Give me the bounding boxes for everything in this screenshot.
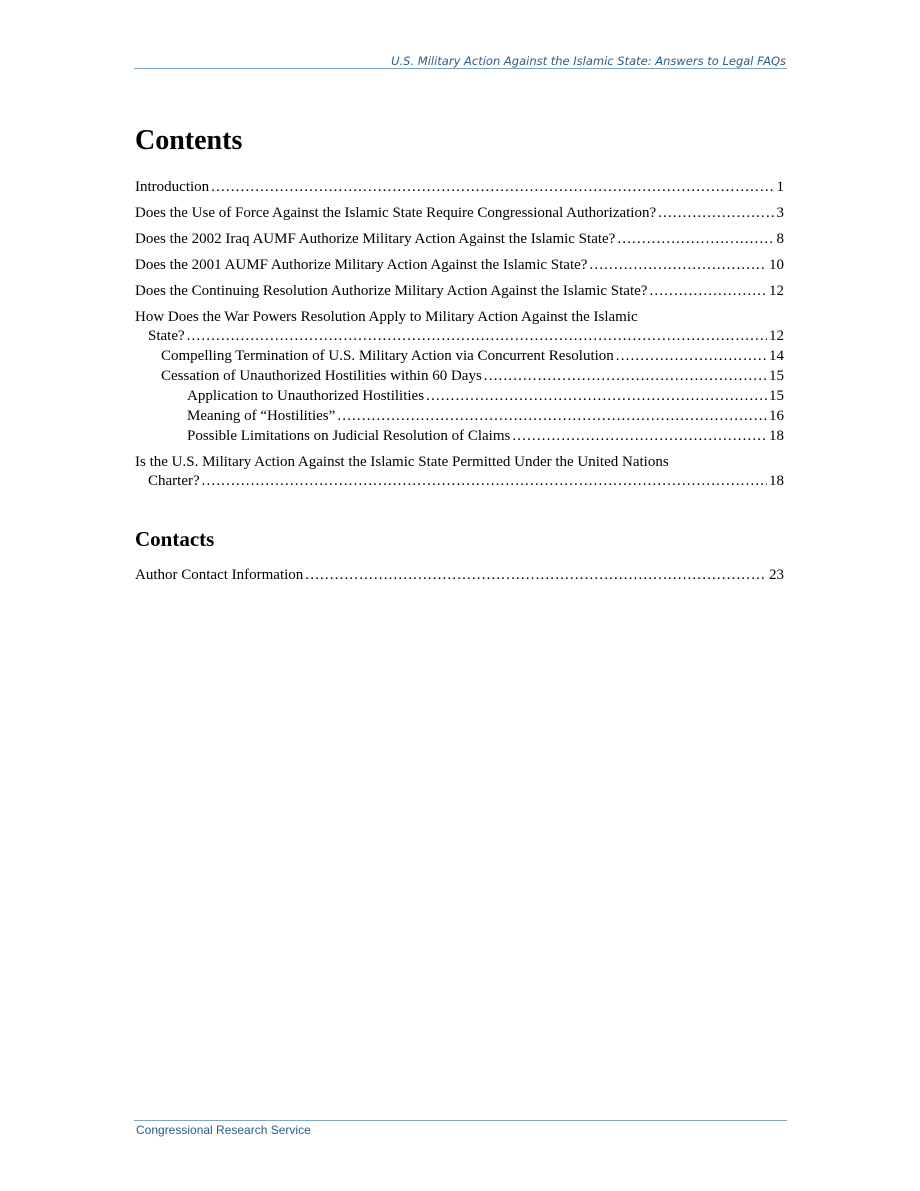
toc-entry-concurrent-resolution[interactable]	[135, 347, 784, 366]
toc-entry-congressional-authorization[interactable]	[135, 204, 784, 223]
footer-text: Congressional Research Service	[136, 1123, 311, 1137]
toc-entry-continuing-resolution[interactable]	[135, 282, 784, 301]
footer-rule	[134, 1120, 787, 1121]
dot-leader	[512, 427, 767, 446]
dot-leader	[616, 347, 767, 366]
dot-leader	[202, 472, 767, 491]
toc-entry-text-line1: Is the U.S. Military Action Against the Islamic State Permitted Under the United Nations	[135, 454, 669, 470]
dot-leader	[187, 327, 767, 346]
toc-entry-text: Meaning of “Hostilities”	[187, 408, 336, 424]
toc-entry-page: 14	[769, 348, 784, 364]
running-header-title: U.S. Military Action Against the Islamic State: Answers to Legal FAQs	[391, 54, 786, 68]
toc-entry-page: 10	[769, 257, 784, 273]
toc-entry-page: 18	[769, 473, 784, 489]
toc-entry-introduction[interactable]	[135, 178, 784, 197]
toc-entry-author-contact[interactable]	[135, 566, 784, 585]
toc-entry-page: 16	[769, 408, 784, 424]
toc-entry-page: 3	[776, 205, 784, 221]
toc-entry-text-line2: Charter?	[148, 473, 200, 489]
toc-entry-text: Cessation of Unauthorized Hostilities within 60 Days	[161, 368, 482, 384]
toc-entry-page: 23	[769, 567, 784, 583]
toc-entry-page: 15	[769, 368, 784, 384]
toc-entry-page: 1	[776, 179, 784, 195]
toc-entry-page: 18	[769, 428, 784, 444]
toc-entry-text-line1: How Does the War Powers Resolution Apply to Military Action Against the Islamic	[135, 309, 638, 325]
header-rule	[134, 68, 787, 69]
contents-heading: Contents	[135, 125, 243, 156]
dot-leader	[337, 407, 767, 426]
dot-leader	[484, 367, 767, 386]
toc-entry-page: 8	[776, 231, 784, 247]
toc-entry-text: Does the 2001 AUMF Authorize Military Action Against the Islamic State?	[135, 257, 588, 273]
toc-entry-meaning-hostilities[interactable]	[135, 407, 784, 426]
toc-entry-cessation-60-days[interactable]	[135, 367, 784, 386]
toc-entry-text: Possible Limitations on Judicial Resolution of Claims	[187, 428, 511, 444]
dot-leader	[426, 387, 767, 406]
toc-entry-page: 15	[769, 388, 784, 404]
dot-leader	[649, 282, 767, 301]
dot-leader	[589, 256, 767, 275]
contacts-heading: Contacts	[135, 527, 215, 551]
toc-entry-text: Compelling Termination of U.S. Military Action via Concurrent Resolution	[161, 348, 614, 364]
toc-entry-2001-aumf[interactable]	[135, 256, 784, 275]
contacts-list	[135, 566, 784, 592]
toc-entry-text: Does the 2002 Iraq AUMF Authorize Military Action Against the Islamic State?	[135, 231, 616, 247]
toc-entry-text: Application to Unauthorized Hostilities	[187, 388, 425, 404]
toc-entry-text: Does the Use of Force Against the Islamic State Require Congressional Authorization?	[135, 205, 657, 221]
dot-leader	[211, 178, 774, 197]
dot-leader	[617, 230, 774, 249]
toc-entry-page: 12	[769, 328, 784, 344]
toc-entry-unauthorized-hostilities[interactable]	[135, 387, 784, 406]
dot-leader	[658, 204, 774, 223]
toc-entry-text: Author Contact Information	[135, 567, 304, 583]
toc-entry-page: 12	[769, 283, 784, 299]
toc-entry-text-line2: State?	[148, 328, 185, 344]
toc-entry-judicial-resolution[interactable]	[135, 427, 784, 446]
toc-entry-text: Introduction	[135, 179, 210, 195]
toc-entry-un-charter[interactable]	[135, 453, 784, 491]
table-of-contents	[135, 178, 784, 498]
dot-leader	[305, 566, 767, 585]
toc-entry-2002-iraq-aumf[interactable]	[135, 230, 784, 249]
toc-entry-war-powers-resolution[interactable]	[135, 308, 784, 346]
toc-entry-text: Does the Continuing Resolution Authorize Military Action Against the Islamic State?	[135, 283, 648, 299]
